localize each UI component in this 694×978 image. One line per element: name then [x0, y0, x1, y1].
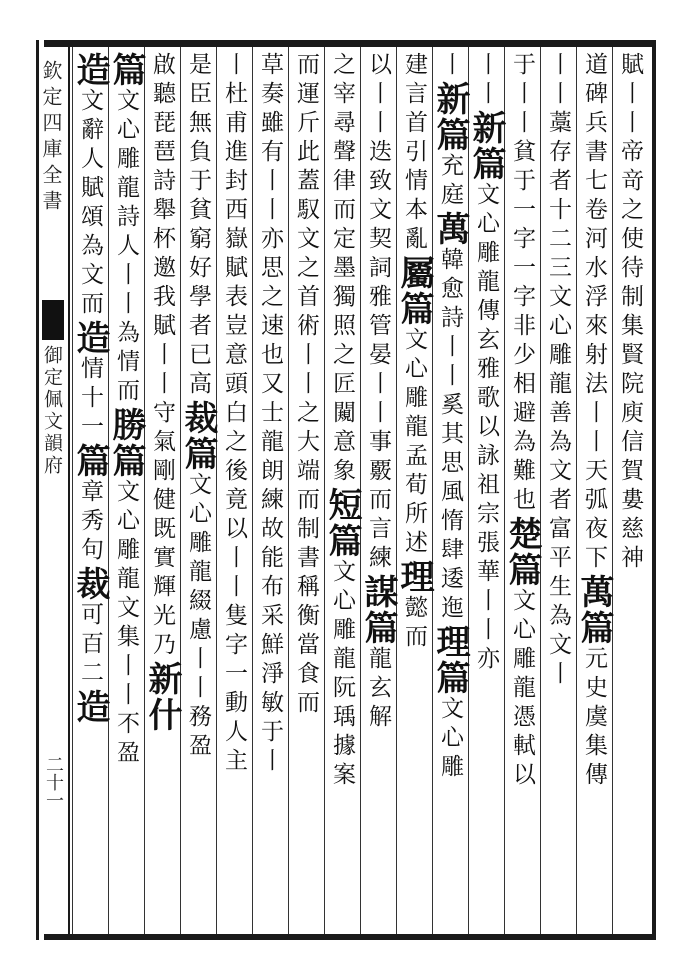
text-column: 賦丨丨帝竒之使待制集賢院庾信賀婁慈神 — [617, 52, 643, 574]
text-column: 丨新篇充庭萬韓愈詩丨丨奚其思風惰肆逶迤理篇文心雕 — [430, 52, 470, 783]
text-column: 以丨丨迭致文契詞雅管晏丨丨事覈而言練謀篇龍玄解 — [358, 52, 398, 733]
text-column: 啟聽琵琶詩舉杯邀我賦丨丨守氣剛健既實輝光乃新什 — [142, 52, 182, 733]
book-subtitle: 御定佩文韻府 — [41, 345, 63, 477]
text-column: 丨杜甫進封西嶽賦表豈意頭白之後竟以丨丨隻字一動人主 — [221, 52, 247, 777]
book-title: 欽定四庫全書 — [39, 60, 63, 216]
text-column: 于丨丨貧于一字一字非少相避為難也楚篇文心雕龍憑軾以 — [502, 52, 542, 791]
margin-divider — [68, 40, 70, 940]
top-border — [44, 40, 656, 47]
text-column: 是臣無負于貧窮好學者已高裁篇文心雕龍綴慮丨丨務盈 — [178, 52, 218, 762]
text-column: 草奏雖有丨丨亦思之速也又士龍朗練故能布采鮮淨敏于丨 — [257, 52, 283, 777]
bottom-border — [44, 934, 656, 940]
fishtail-mark — [42, 300, 64, 340]
right-border — [652, 40, 656, 940]
text-column: 建言首引情本亂屬篇文心雕龍孟荀所述理懿而 — [394, 52, 434, 653]
folio-number: 二十一 — [43, 755, 64, 809]
text-column: 丨丨新篇文心雕龍傳玄雅歌以詠祖宗張華丨丨亦 — [466, 52, 506, 675]
text-column: 道碑兵書七卷河水浮來射法丨丨天弧夜下萬篇元史虞集傳 — [574, 52, 614, 791]
text-column: 丨丨藁存者十二三文心雕龍善為文者富平生為文丨 — [545, 52, 571, 690]
text-column: 之宰尋聲律而定墨獨照之匠闚意象短篇文心雕龍阮瑀據案 — [322, 52, 362, 791]
text-column: 篇文心雕龍詩人丨丨為情而勝篇文心雕龍文集丨丨不盈 — [106, 52, 146, 769]
text-column: 而運斤此蓋馭文之首術丨丨之大端而制書稱衡當食而 — [293, 52, 319, 719]
text-column: 造文辭人賦頌為文而造情十一篇章秀句裁可百二造 — [70, 52, 110, 725]
